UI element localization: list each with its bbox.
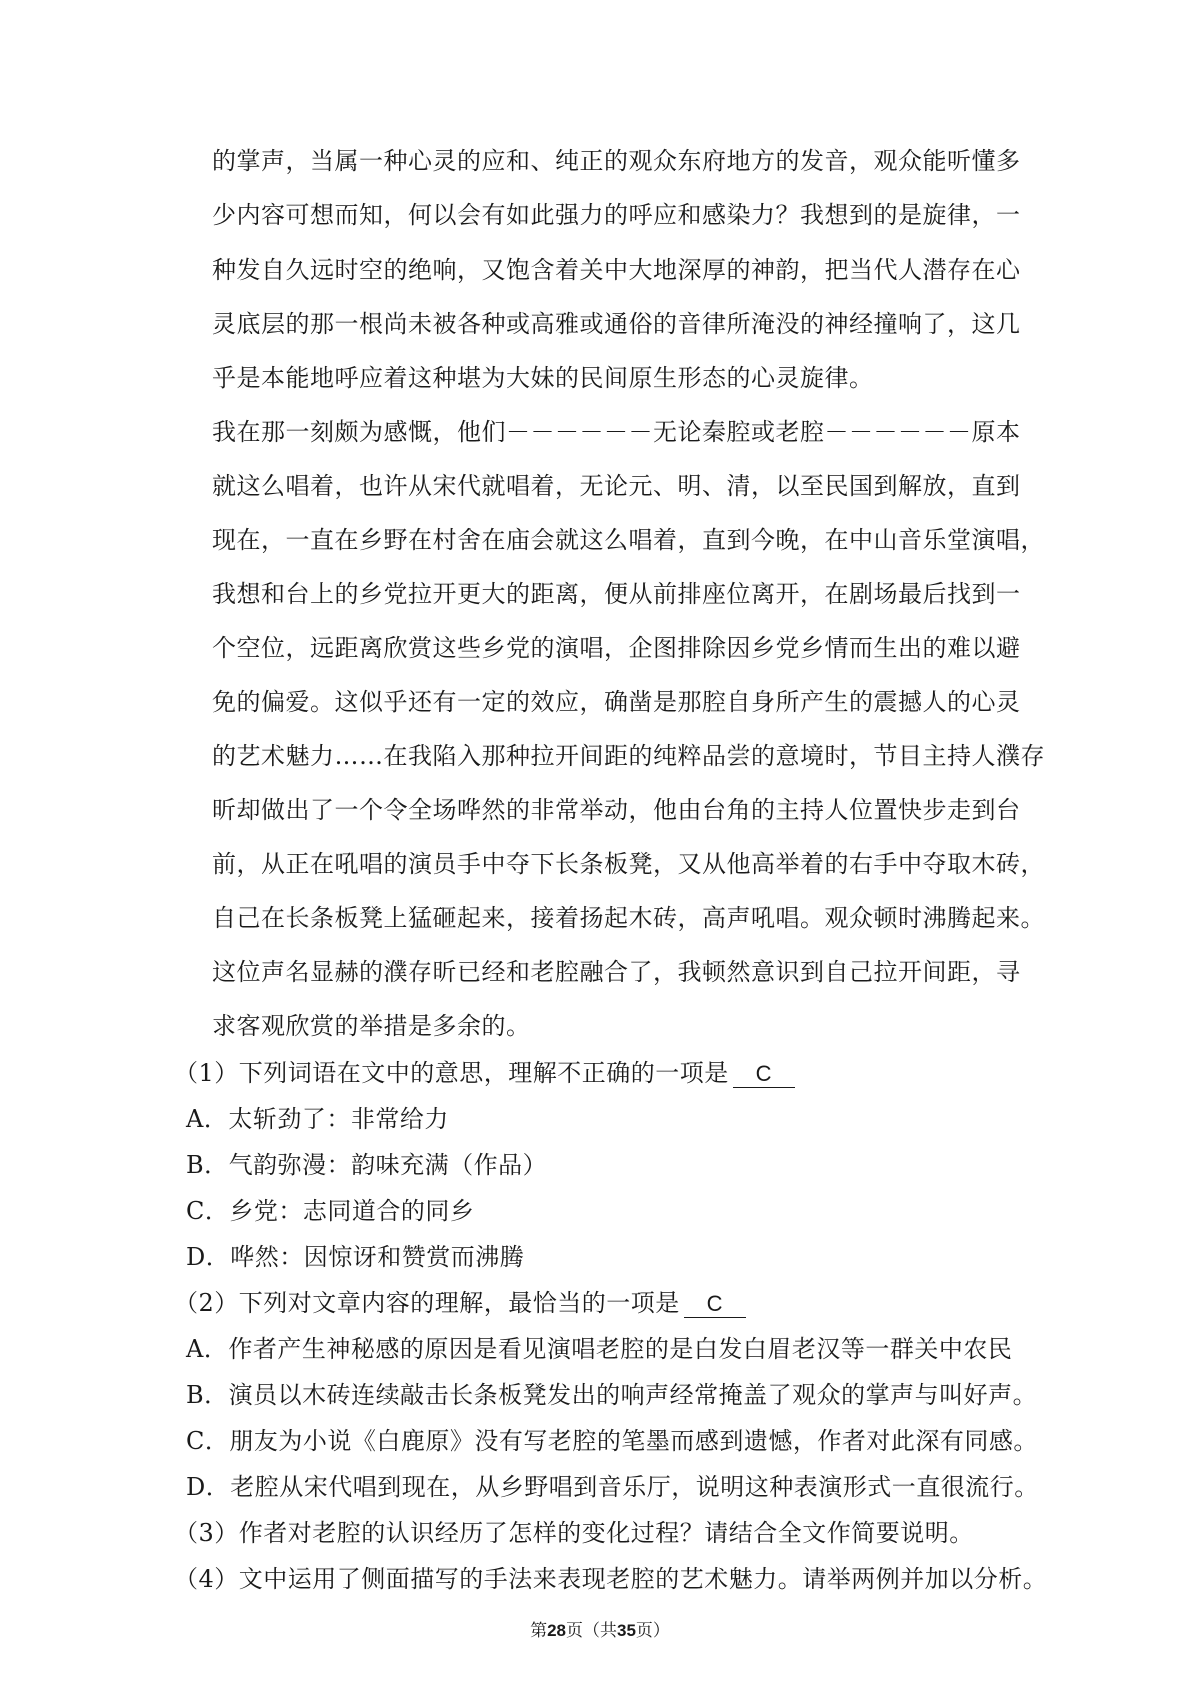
answer-blank: C xyxy=(684,1291,746,1318)
passage-line: 我想和台上的乡党拉开更大的距离，便从前排座位离开，在剧场最后找到一 xyxy=(212,580,1021,608)
option-b: B．演员以木砖连续敲击长条板凳发出的响声经常掩盖了观众的掌声与叫好声。 xyxy=(186,1381,1038,1409)
passage-line: 的掌声，当属一种心灵的应和、纯正的观众东府地方的发音，观众能听懂多 xyxy=(212,147,1021,175)
question-stem xyxy=(174,1058,795,1088)
passage-line: 自己在长条板凳上猛砸起来，接着扬起木砖，高声吼唱。观众顿时沸腾起来。 xyxy=(212,904,1045,932)
question-stem-text: （2）下列对文章内容的理解，最恰当的一项是 xyxy=(174,1289,680,1317)
footer-prefix: 第 xyxy=(530,1621,548,1641)
option-c: C．朋友为小说《白鹿原》没有写老腔的笔墨而感到遗憾，作者对此深有同感。 xyxy=(186,1427,1038,1455)
footer-page-number: 28 xyxy=(547,1621,566,1640)
passage-line: 这位声名显赫的濮存昕已经和老腔融合了，我顿然意识到自己拉开间距，寻 xyxy=(212,958,1021,986)
passage-line: 的艺术魅力……在我陷入那种拉开间距的纯粹品尝的意境时，节目主持人濮存 xyxy=(212,742,1045,770)
footer-total-pages: 35 xyxy=(617,1621,636,1640)
passage-line: 求客观欣赏的举措是多余的。 xyxy=(212,1012,531,1040)
option-a: A．作者产生神秘感的原因是看见演唱老腔的是白发白眉老汉等一群关中农民 xyxy=(186,1335,1013,1363)
passage-line: 前，从正在吼唱的演员手中夺下长条板凳，又从他高举着的右手中夺取木砖， xyxy=(212,850,1045,878)
passage-line: 少内容可想而知，何以会有如此强力的呼应和感染力？我想到的是旋律，一 xyxy=(212,201,1021,229)
passage-line: 灵底层的那一根尚未被各种或高雅或通俗的音律所淹没的神经撞响了，这几 xyxy=(212,310,1021,338)
page-footer xyxy=(0,1620,1200,1642)
passage-line: 昕却做出了一个令全场哗然的非常举动，他由台角的主持人位置快步走到台 xyxy=(212,796,1021,824)
passage-line: 种发自久远时空的绝响，又饱含着关中大地深厚的神韵，把当代人潜存在心 xyxy=(212,256,1021,284)
passage-line: 现在，一直在乡野在村舍在庙会就这么唱着，直到今晚，在中山音乐堂演唱， xyxy=(212,526,1045,554)
passage-line: 就这么唱着，也许从宋代就唱着，无论元、明、清，以至民国到解放，直到 xyxy=(212,472,1021,500)
option-d: D．老腔从宋代唱到现在，从乡野唱到音乐厅，说明这种表演形式一直很流行。 xyxy=(186,1473,1039,1501)
passage-line: 免的偏爱。这似乎还有一定的效应，确凿是那腔自身所产生的震撼人的心灵 xyxy=(212,688,1021,716)
question-4: （4）文中运用了侧面描写的手法来表现老腔的艺术魅力。请举两例并加以分析。 xyxy=(174,1565,1048,1593)
footer-middle: 页（共 xyxy=(566,1621,617,1641)
footer-suffix: 页） xyxy=(635,1621,670,1641)
option-d: D．哗然：因惊讶和赞赏而沸腾 xyxy=(186,1243,525,1271)
passage-line: 我在那一刻颇为感慨，他们－－－－－－无论秦腔或老腔－－－－－－原本 xyxy=(212,418,1021,446)
question-stem-text: （1）下列词语在文中的意思，理解不正确的一项是 xyxy=(174,1059,729,1087)
passage-line: 乎是本能地呼应着这种堪为大妹的民间原生形态的心灵旋律。 xyxy=(212,364,874,392)
answer-blank: C xyxy=(733,1061,795,1088)
option-c: C．乡党：志同道合的同乡 xyxy=(186,1197,475,1225)
option-b: B．气韵弥漫：韵味充满（作品） xyxy=(186,1151,548,1179)
option-a: A．太斩劲了：非常给力 xyxy=(186,1105,449,1133)
question-3: （3）作者对老腔的认识经历了怎样的变化过程？请结合全文作简要说明。 xyxy=(174,1519,974,1547)
question-stem xyxy=(174,1288,746,1318)
passage-line: 个空位，远距离欣赏这些乡党的演唱，企图排除因乡党乡情而生出的难以避 xyxy=(212,634,1021,662)
